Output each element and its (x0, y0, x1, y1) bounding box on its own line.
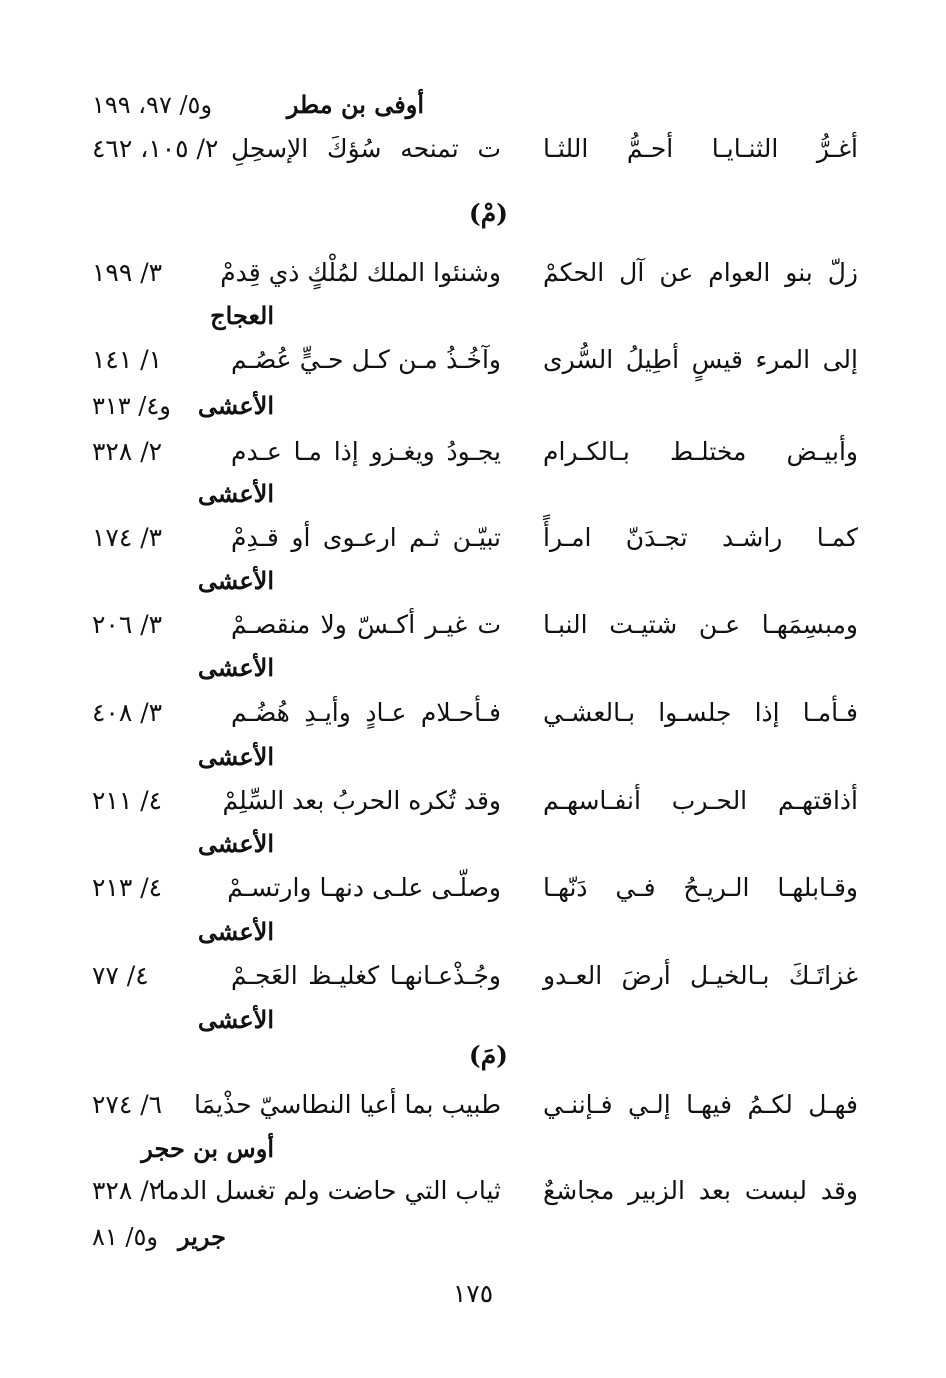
verse-second-hemistich: وشنئوا الملك لمُلْكٍ ذي قِدمْ (220, 258, 501, 287)
verse-first-hemistich: فهـل لكـمُ فيهـا إلـي فـإننـي (543, 1090, 858, 1119)
reference: ٢/ ٣٢٨ (92, 1176, 163, 1205)
reference: ٣/ ٤٠٨ (92, 698, 163, 727)
verse-first-hemistich: أغـرُّ الثنـايـا أحـمُّ اللثـا (543, 134, 858, 163)
verse-second-hemistich: يجـودُ ويغـزو إذا مـا عـدم (231, 437, 501, 466)
rhyme-heading: (مْ) (468, 199, 508, 228)
poet-name: الأعشى (197, 829, 274, 858)
verse-second-hemistich: وصلّـى علـى دنهـا وارتسـمْ (227, 873, 501, 902)
verse-first-hemistich: إلى المرء قيسٍ أطِيلُ السُّرى (543, 345, 858, 374)
verse-first-hemistich: فـأمـا إذا جلسـوا بـالعشـي (543, 698, 858, 727)
poet-name: الأعشى (197, 566, 274, 595)
verse-second-hemistich: وقد تُكره الحربُ بعد السِّلِمْ (222, 786, 501, 815)
verse-first-hemistich: أذاقتهـم الحـرب أنفـاسهـم (543, 786, 858, 815)
poet-name: الأعشى (197, 742, 274, 771)
verse-second-hemistich: وجُـذْعـانهـا كغليـظ العَجـمْ (231, 961, 501, 990)
verse-second-hemistich: تبيّـن ثـم ارعـوى أو قـدِمْ (231, 523, 501, 552)
verse-first-hemistich: وقد لبست بعد الزبير مجاشعٌ (543, 1176, 858, 1205)
reference: ٢/ ١٠٥، ٤٦٢ (92, 134, 219, 163)
verse-second-hemistich: طبيب بما أعيا النطاسيّ حذْيمَا (194, 1090, 501, 1119)
verse-first-hemistich: ومبسِمَهـا عـن شتيـت النبـا (543, 610, 858, 639)
verse-first-hemistich: غزاتَـكَ بـالخيـل أرضَ العـدو (543, 961, 858, 990)
verse-second-hemistich: ت تمنحه سُؤكَ الإسحِلِ (231, 134, 501, 163)
verse-first-hemistich: زلّ بنو العوام عن آل الحكمْ (543, 258, 858, 287)
poet-name: الأعشى (197, 479, 274, 508)
reference: ٤/ ٢١١ (92, 786, 163, 815)
reference: ٢/ ٣٢٨ (92, 437, 163, 466)
poet-name: الأعشى (197, 391, 274, 420)
reference: و٥/ ٨١ (92, 1223, 158, 1251)
verse-second-hemistich: ثياب التي حاضت ولم تغسل الدما (158, 1176, 501, 1205)
reference: ٣/ ١٩٩ (92, 258, 163, 287)
verse-second-hemistich: فـأحـلام عـادٍ وأيـدِ هُضُـم (231, 698, 501, 727)
reference: ٦/ ٢٧٤ (92, 1090, 163, 1119)
poet-name: جرير (178, 1222, 226, 1251)
verse-first-hemistich: وقـابلهـا الـريـحُ فـي دَنّهـا (543, 873, 858, 902)
page-number: ١٧٥ (452, 1279, 494, 1308)
reference: ٤/ ٧٧ (92, 961, 149, 990)
reference: ٣/ ٢٠٦ (92, 610, 163, 639)
reference: ١/ ١٤١ (92, 345, 163, 374)
poet-name: الأعشى (197, 917, 274, 946)
poet-name: الأعشى (197, 653, 274, 682)
poet-name: الأعشى (197, 1005, 274, 1034)
verse-first-hemistich: كمـا راشـد تجـدَنّ امـرأً (543, 523, 858, 552)
verse-second-hemistich: وآخُـذُ مـن كـل حـيٍّ عُصُـم (231, 345, 501, 374)
verse-first-hemistich: وأبيـض مختلـط بـالكـرام (543, 437, 858, 466)
reference: ٤/ ٢١٣ (92, 873, 163, 902)
poet-name: أوس بن حجر (141, 1134, 274, 1163)
reference: و٤/ ٣١٣ (92, 392, 171, 420)
reference: ٣/ ١٧٤ (92, 523, 163, 552)
poet-name: أوفى بن مطر (286, 90, 424, 119)
reference: و٥/ ٩٧، ١٩٩ (92, 91, 213, 119)
verse-second-hemistich: ت غيـر أكـسّ ولا منقصـمْ (231, 610, 501, 639)
rhyme-heading: (مَ) (468, 1041, 508, 1070)
poet-name: العجاج (210, 301, 274, 330)
